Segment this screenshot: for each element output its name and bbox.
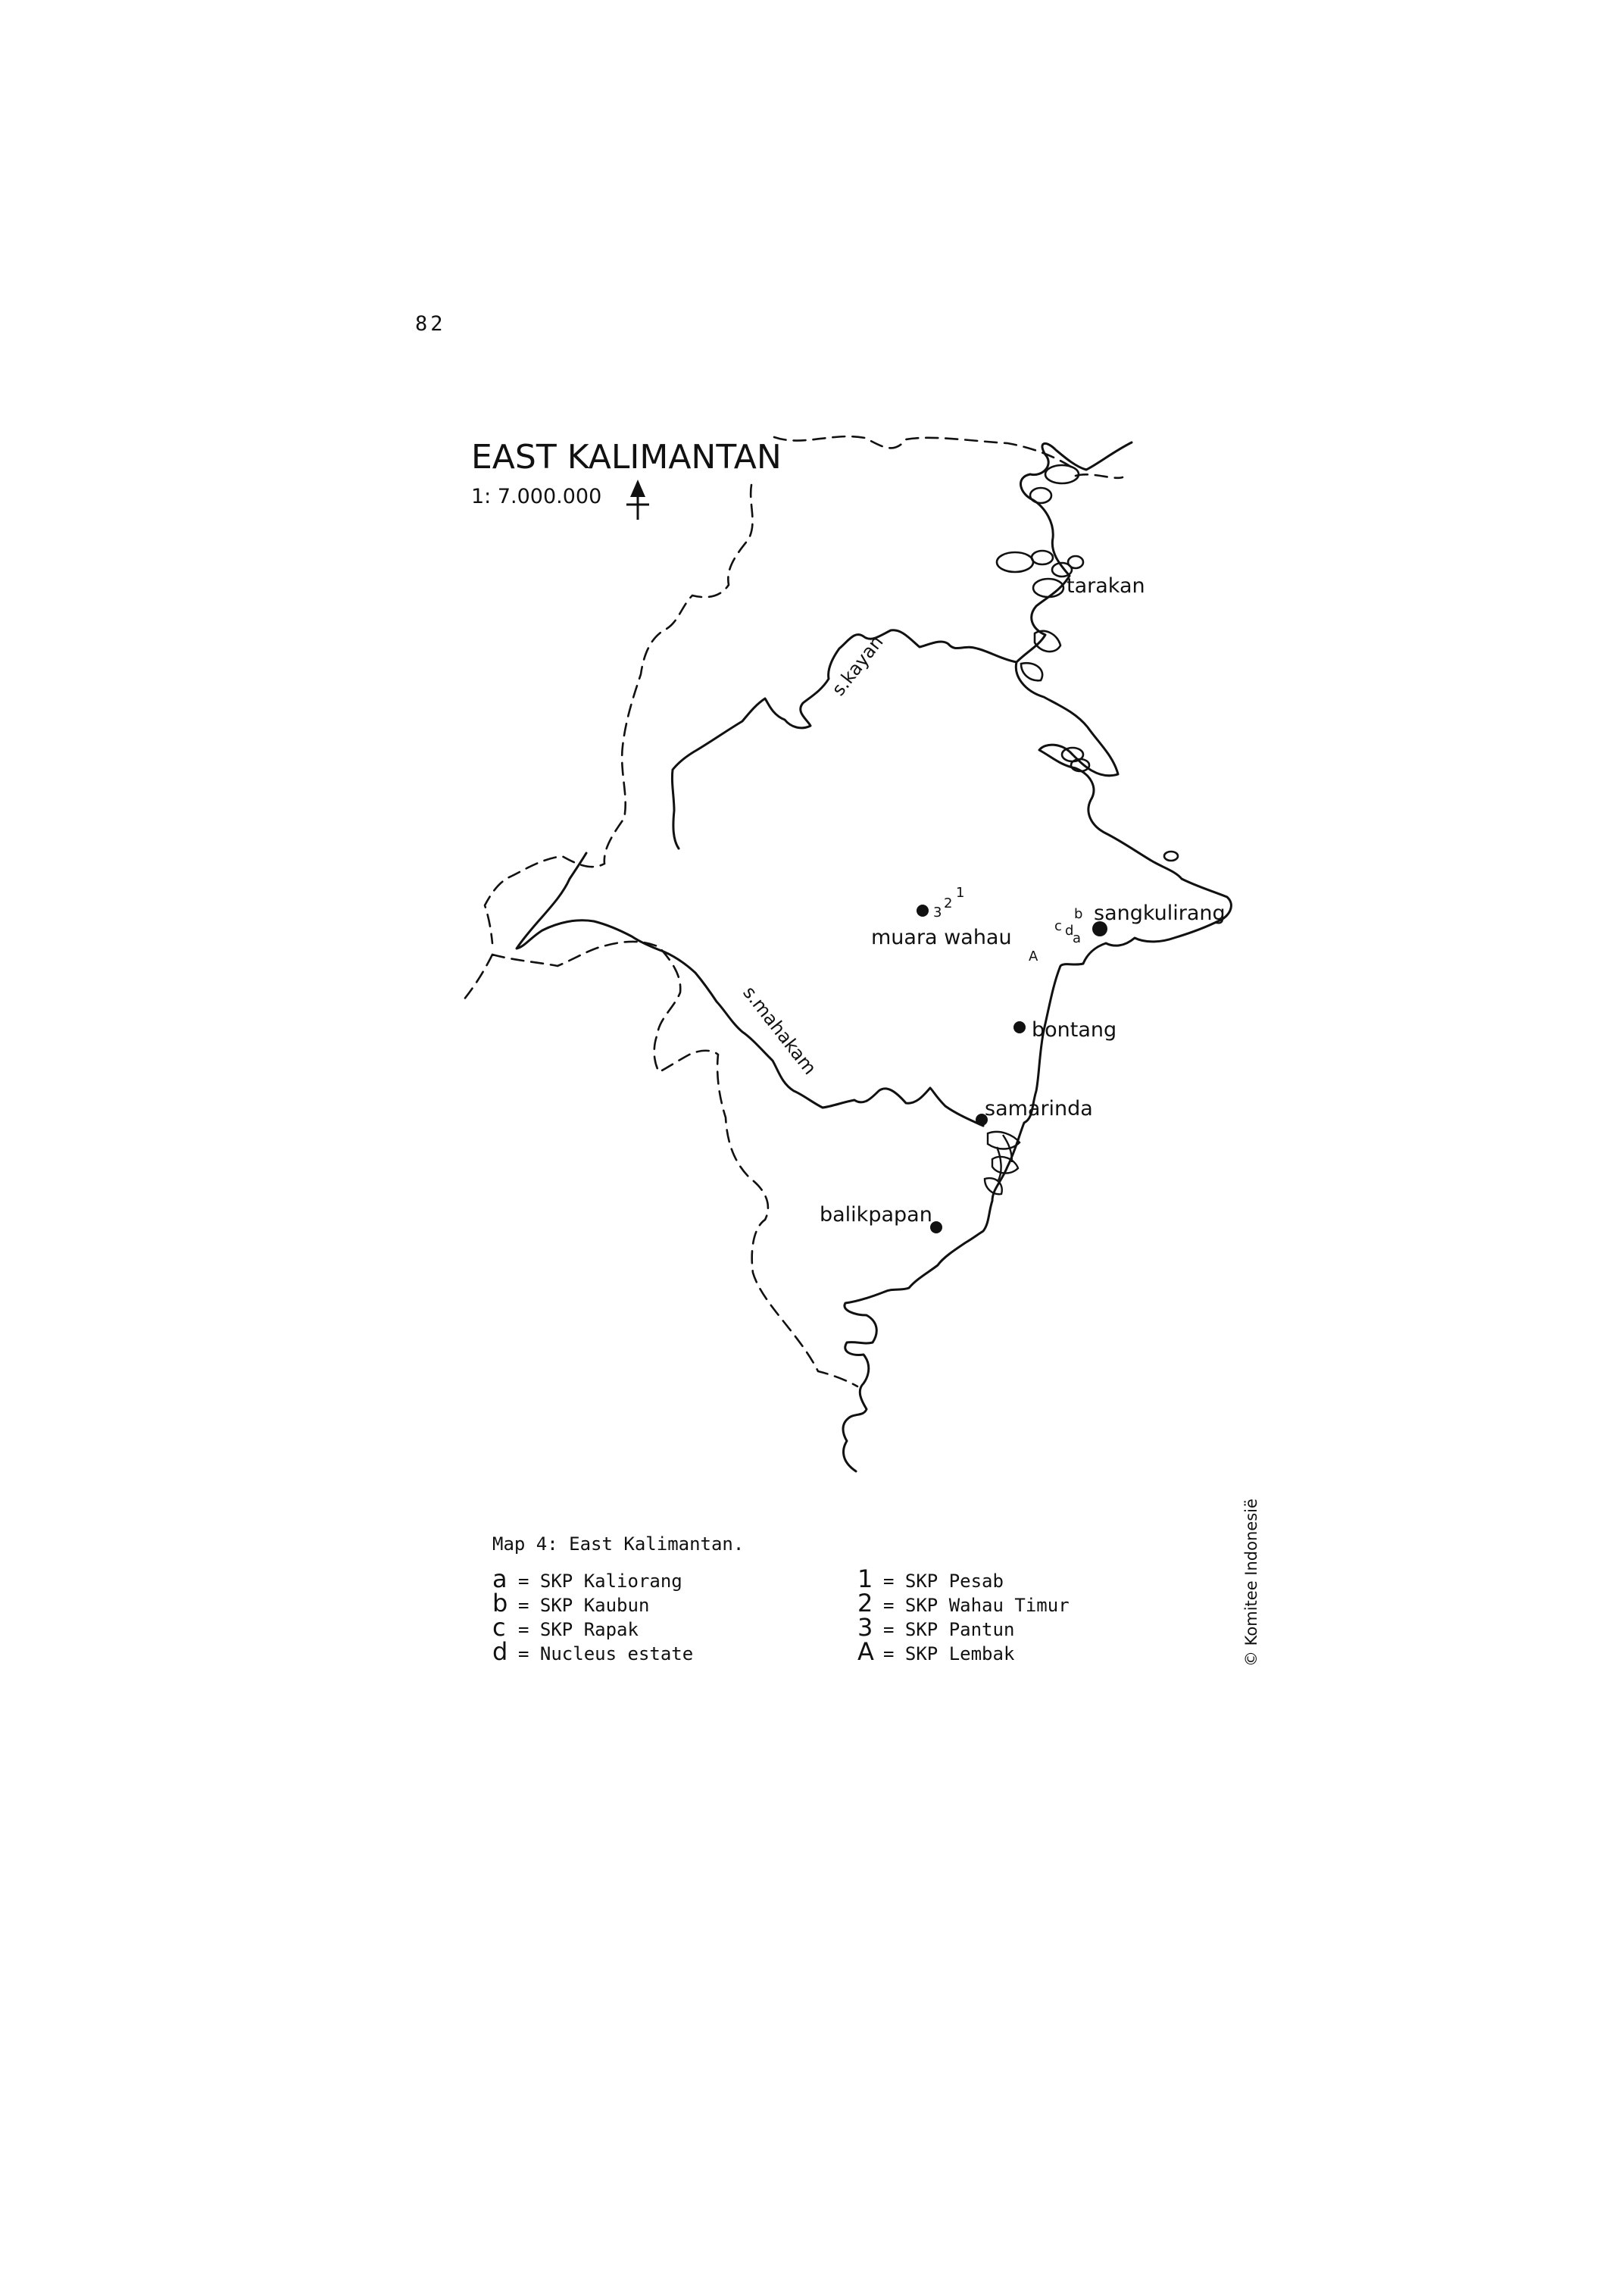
kayan-river (672, 630, 1017, 849)
legend-row (492, 1637, 694, 1666)
legend-eq: = (883, 1571, 895, 1592)
legend-text: SKP Kaubun (539, 1595, 650, 1616)
site-c: c (1054, 918, 1062, 934)
site-1: 1 (956, 885, 965, 901)
tarakan-islands (997, 465, 1178, 861)
place-muara-wahau: muara wahau (871, 926, 1012, 949)
site-3: 3 (933, 905, 942, 920)
map-title: EAST KALIMANTAN (471, 438, 782, 477)
bontang-marker (1013, 1021, 1026, 1033)
legend-row (492, 1613, 693, 1642)
site-A: A (1029, 949, 1038, 964)
map-caption: Map 4: East Kalimantan. (492, 1533, 745, 1555)
legend-right (857, 1564, 1070, 1666)
legend-row (857, 1637, 1070, 1666)
site-a: a (1073, 930, 1082, 946)
legend-eq: = (883, 1619, 895, 1640)
legend-row (492, 1589, 693, 1617)
province-border (464, 436, 1123, 1386)
map-scale: 1: 7.000.000 (471, 485, 602, 508)
page-number: 82 (415, 312, 446, 336)
legend-text: SKP Wahau Timur (904, 1595, 1070, 1616)
legend-text: SKP Pantun (904, 1619, 1015, 1640)
north-arrow-icon (626, 480, 649, 520)
legend-key: 3 (857, 1613, 873, 1642)
site-d: d (1065, 923, 1074, 939)
legend-row (857, 1589, 1070, 1617)
legend-text: Nucleus estate (539, 1643, 694, 1664)
legend-key: b (492, 1589, 508, 1617)
place-tarakan: tarakan (1067, 574, 1145, 598)
legend-key: 1 (857, 1564, 873, 1593)
legend-key: c (492, 1613, 506, 1642)
place-samarinda: samarinda (985, 1097, 1093, 1120)
copyright-notice: © Komitee Indonesië (1242, 1499, 1260, 1667)
river-label-kayan: s.kayan (827, 631, 888, 700)
legend-key: a (492, 1564, 508, 1593)
muara-wahau-marker (917, 905, 929, 917)
legend-eq: = (883, 1595, 895, 1616)
legend-row (857, 1613, 1070, 1642)
legend-row (857, 1564, 1070, 1593)
legend-key: A (857, 1637, 874, 1666)
legend-eq: = (518, 1643, 529, 1664)
legend-row (492, 1564, 693, 1593)
site-b: b (1074, 906, 1083, 922)
place-sangkulirang: sangkulirang (1094, 902, 1226, 925)
legend-text: SKP Pesab (904, 1571, 1004, 1592)
river-label-mahakam: s.mahakam (739, 982, 821, 1079)
legend-text: SKP Kaliorang (539, 1571, 682, 1592)
legend-key: d (492, 1637, 508, 1666)
site-2: 2 (944, 895, 953, 911)
legend-left (492, 1564, 694, 1666)
place-bontang: bontang (1032, 1018, 1117, 1042)
legend-eq: = (518, 1571, 529, 1592)
legend-eq: = (883, 1643, 895, 1664)
legend-text: SKP Rapak (539, 1619, 639, 1640)
place-balikpapan: balikpapan (820, 1203, 932, 1227)
legend-eq: = (518, 1619, 529, 1640)
legend-eq: = (518, 1595, 529, 1616)
legend-text: SKP Lembak (904, 1643, 1015, 1664)
samarinda-delta (985, 1132, 1020, 1194)
legend-key: 2 (857, 1589, 873, 1617)
